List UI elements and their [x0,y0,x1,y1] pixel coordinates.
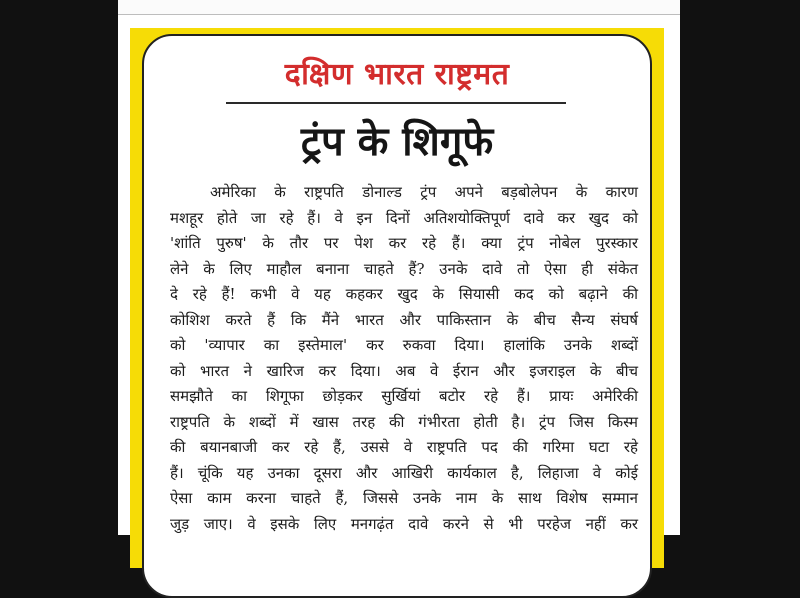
previous-article-edge [118,0,680,15]
body-line: कोशिश करते हैं कि मैंने भारत और पाकिस्तान के बीच सैन्य संघर्ष [170,310,638,329]
body-line: 'शांति पुरुष' के तौर पर पेश कर रहे हैं। क्या ट्रंप नोबेल पुरस्कार [170,234,638,252]
editorial-panel [142,34,652,598]
headline: ट्रंप के शिगूफे [300,119,494,165]
body-line: ऐसा काम करना चाहते हैं, जिससे उनके नाम के साथ विशेष सम्मान [170,489,638,507]
body-line: को भारत ने खारिज कर दिया। अब वे ईरान और इजराइल के बीच [170,361,638,380]
body-line: की बयानबाजी कर रहे हैं, उससे वे राष्ट्रपति पद की गरिमा घटा रहे [170,438,638,456]
body-line: राष्ट्रपति के शब्दों में खास तरह की गंभीरता होती है। ट्रंप जिस किस्म [170,412,638,431]
body-line: समझौते का शिगूफा छोड़कर सुर्खियां बटोर रहे हैं। प्रायः अमेरिकी [170,387,638,405]
body-line: मशहूर होते जा रहे हैं। वे इन दिनों अतिशयोक्तिपूर्ण दावे कर खुद को [170,208,638,227]
body-line: जुड़ जाए। वे इसके लिए मनगढ़ंत दावे करने से भी परहेज नहीं कर [170,514,638,533]
body-line: अमेरिका के राष्ट्रपति डोनाल्ड ट्रंप अपने बड़बोलेपन के कारण [210,183,638,201]
newspaper-page [118,0,680,535]
masthead-divider [226,102,566,104]
editorial-body [170,180,638,537]
masthead: दक्षिण भारत राष्ट्रमत [284,57,510,92]
body-line: दे रहे हैं! कभी वे यह कहकर खुद के सियासी कद को बढ़ाने की [170,285,638,303]
body-line: हैं। चूंकि यह उनका दूसरा और आखिरी कार्यकाल है, लिहाजा वे कोई [170,463,638,482]
body-line: लेने के लिए माहौल बनाना चाहते हैं? उनके दावे तो ऐसा ही संकेत [170,259,638,278]
editorial-box [130,28,664,568]
body-line: को 'व्यापार का इस्तेमाल' कर रुकवा दिया। हालांकि उनके शब्दों [170,336,638,354]
